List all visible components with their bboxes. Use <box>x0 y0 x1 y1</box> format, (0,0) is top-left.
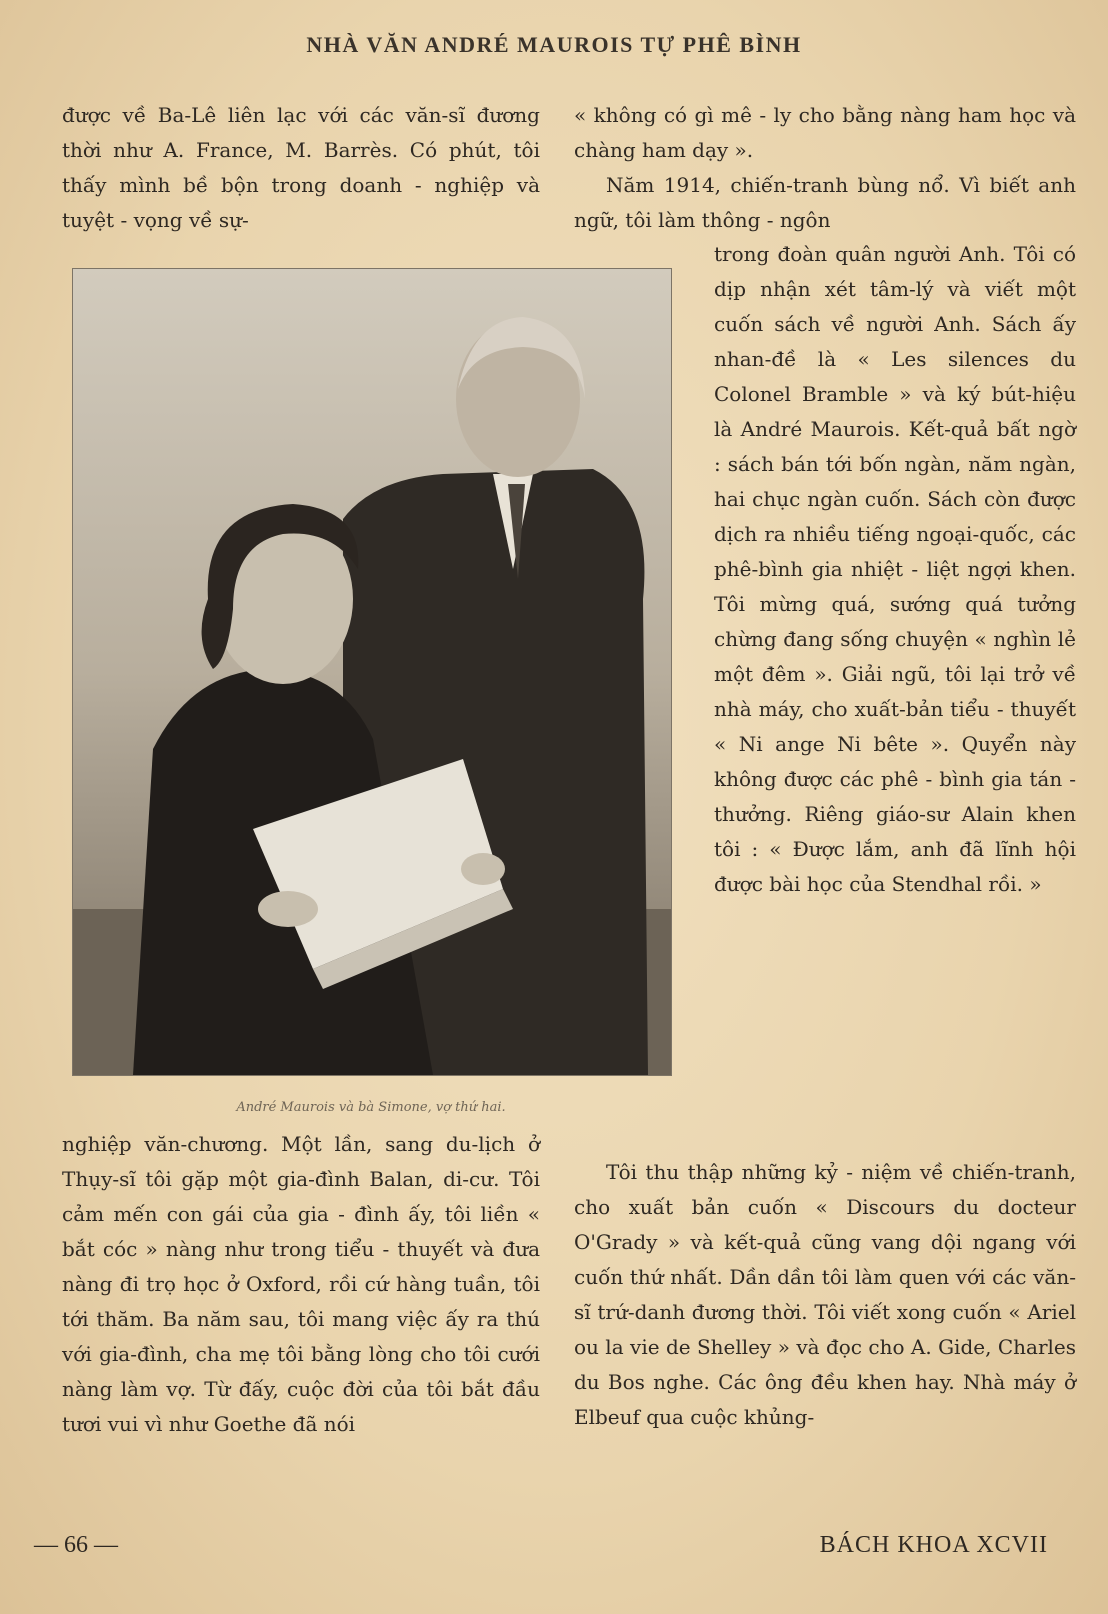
page-header: NHÀ VĂN ANDRÉ MAUROIS TỰ PHÊ BÌNH <box>306 32 802 57</box>
paragraph: nghiệp văn-chương. Một lần, sang du-lịch ở Thụy-sĩ tôi gặp một gia-đình Balan, di-cư. Tôi cảm mến con gái của gia - đình ấy, tôi liền « bắt cóc » nàng như trong tiểu - thuyết và đưa nàng đi trọ học ở Oxford, rồi cứ hàng tuần, tôi tới thăm. Ba năm sau, tôi mang việc ấy ra thú với gia-đình, cha mẹ tôi bằng lòng cho tôi cưới nàng làm vợ. Từ đấy, cuộc đời của tôi bắt đầu tươi vui vì như Goethe đã nói <box>62 1132 540 1436</box>
column-left-top <box>62 98 540 238</box>
column-right-mid <box>714 237 1076 902</box>
paragraph: trong đoàn quân người Anh. Tôi có dịp nhận xét tâm-lý và viết một cuốn sách về người Anh. Sách ấy nhan-đề là « Les silences du Colonel Bramble » và ký bút-hiệu là André Maurois. Kết-quả bất ngờ : sách bán tới bốn ngàn, năm ngàn, hai chục ngàn cuốn. Sách còn được dịch ra nhiều tiếng ngoại-quốc, các phê-bình gia nhiệt - liệt ngợi khen. Tôi mừng quá, sướng quá tưởng chừng đang sống chuyện « nghìn lẻ một đêm ». Giải ngũ, tôi lại trở về nhà máy, cho xuất-bản tiểu - thuyết « Ni ange Ni bête ». Quyển này không được các phê - bình gia tán - thưởng. Riêng giáo-sư Alain khen tôi : « Được lắm, anh đã lĩnh hội được bài học của Stendhal rồi. » <box>714 242 1076 896</box>
page-number: — 66 — <box>34 1532 118 1558</box>
photo-caption: André Maurois và bà Simone, vợ thứ hai. <box>236 1100 506 1115</box>
paragraph: « không có gì mê - ly cho bằng nàng ham học và chàng ham dạy ». <box>574 103 1076 162</box>
column-right-top <box>574 98 1076 238</box>
photo-illustration <box>73 269 671 1075</box>
publication-name: BÁCH KHOA XCVII <box>819 1532 1048 1558</box>
column-left-bottom <box>62 1127 540 1442</box>
paragraph: được về Ba-Lê liên lạc với các văn-sĩ đương thời như A. France, M. Barrès. Có phút, tôi thấy mình bề bộn trong doanh - nghiệp và tuyệt - vọng về sự- <box>62 103 540 232</box>
paragraph: Năm 1914, chiến-tranh bùng nổ. Vì biết anh ngữ, tôi làm thông - ngôn <box>574 173 1076 232</box>
photograph <box>72 268 672 1076</box>
paragraph: Tôi thu thập những kỷ - niệm về chiến-tranh, cho xuất bản cuốn « Discours du docteur O'Grady » và kết-quả cũng vang dội ngang với cuốn thứ nhất. Dần dần tôi làm quen với các văn-sĩ trứ-danh đương thời. Tôi viết xong cuốn « Ariel ou la vie de Shelley » và đọc cho A. Gide, Charles du Bos nghe. Các ông đều khen hay. Nhà máy ở Elbeuf qua cuộc khủng- <box>574 1160 1076 1429</box>
column-right-bottom <box>574 1155 1076 1435</box>
